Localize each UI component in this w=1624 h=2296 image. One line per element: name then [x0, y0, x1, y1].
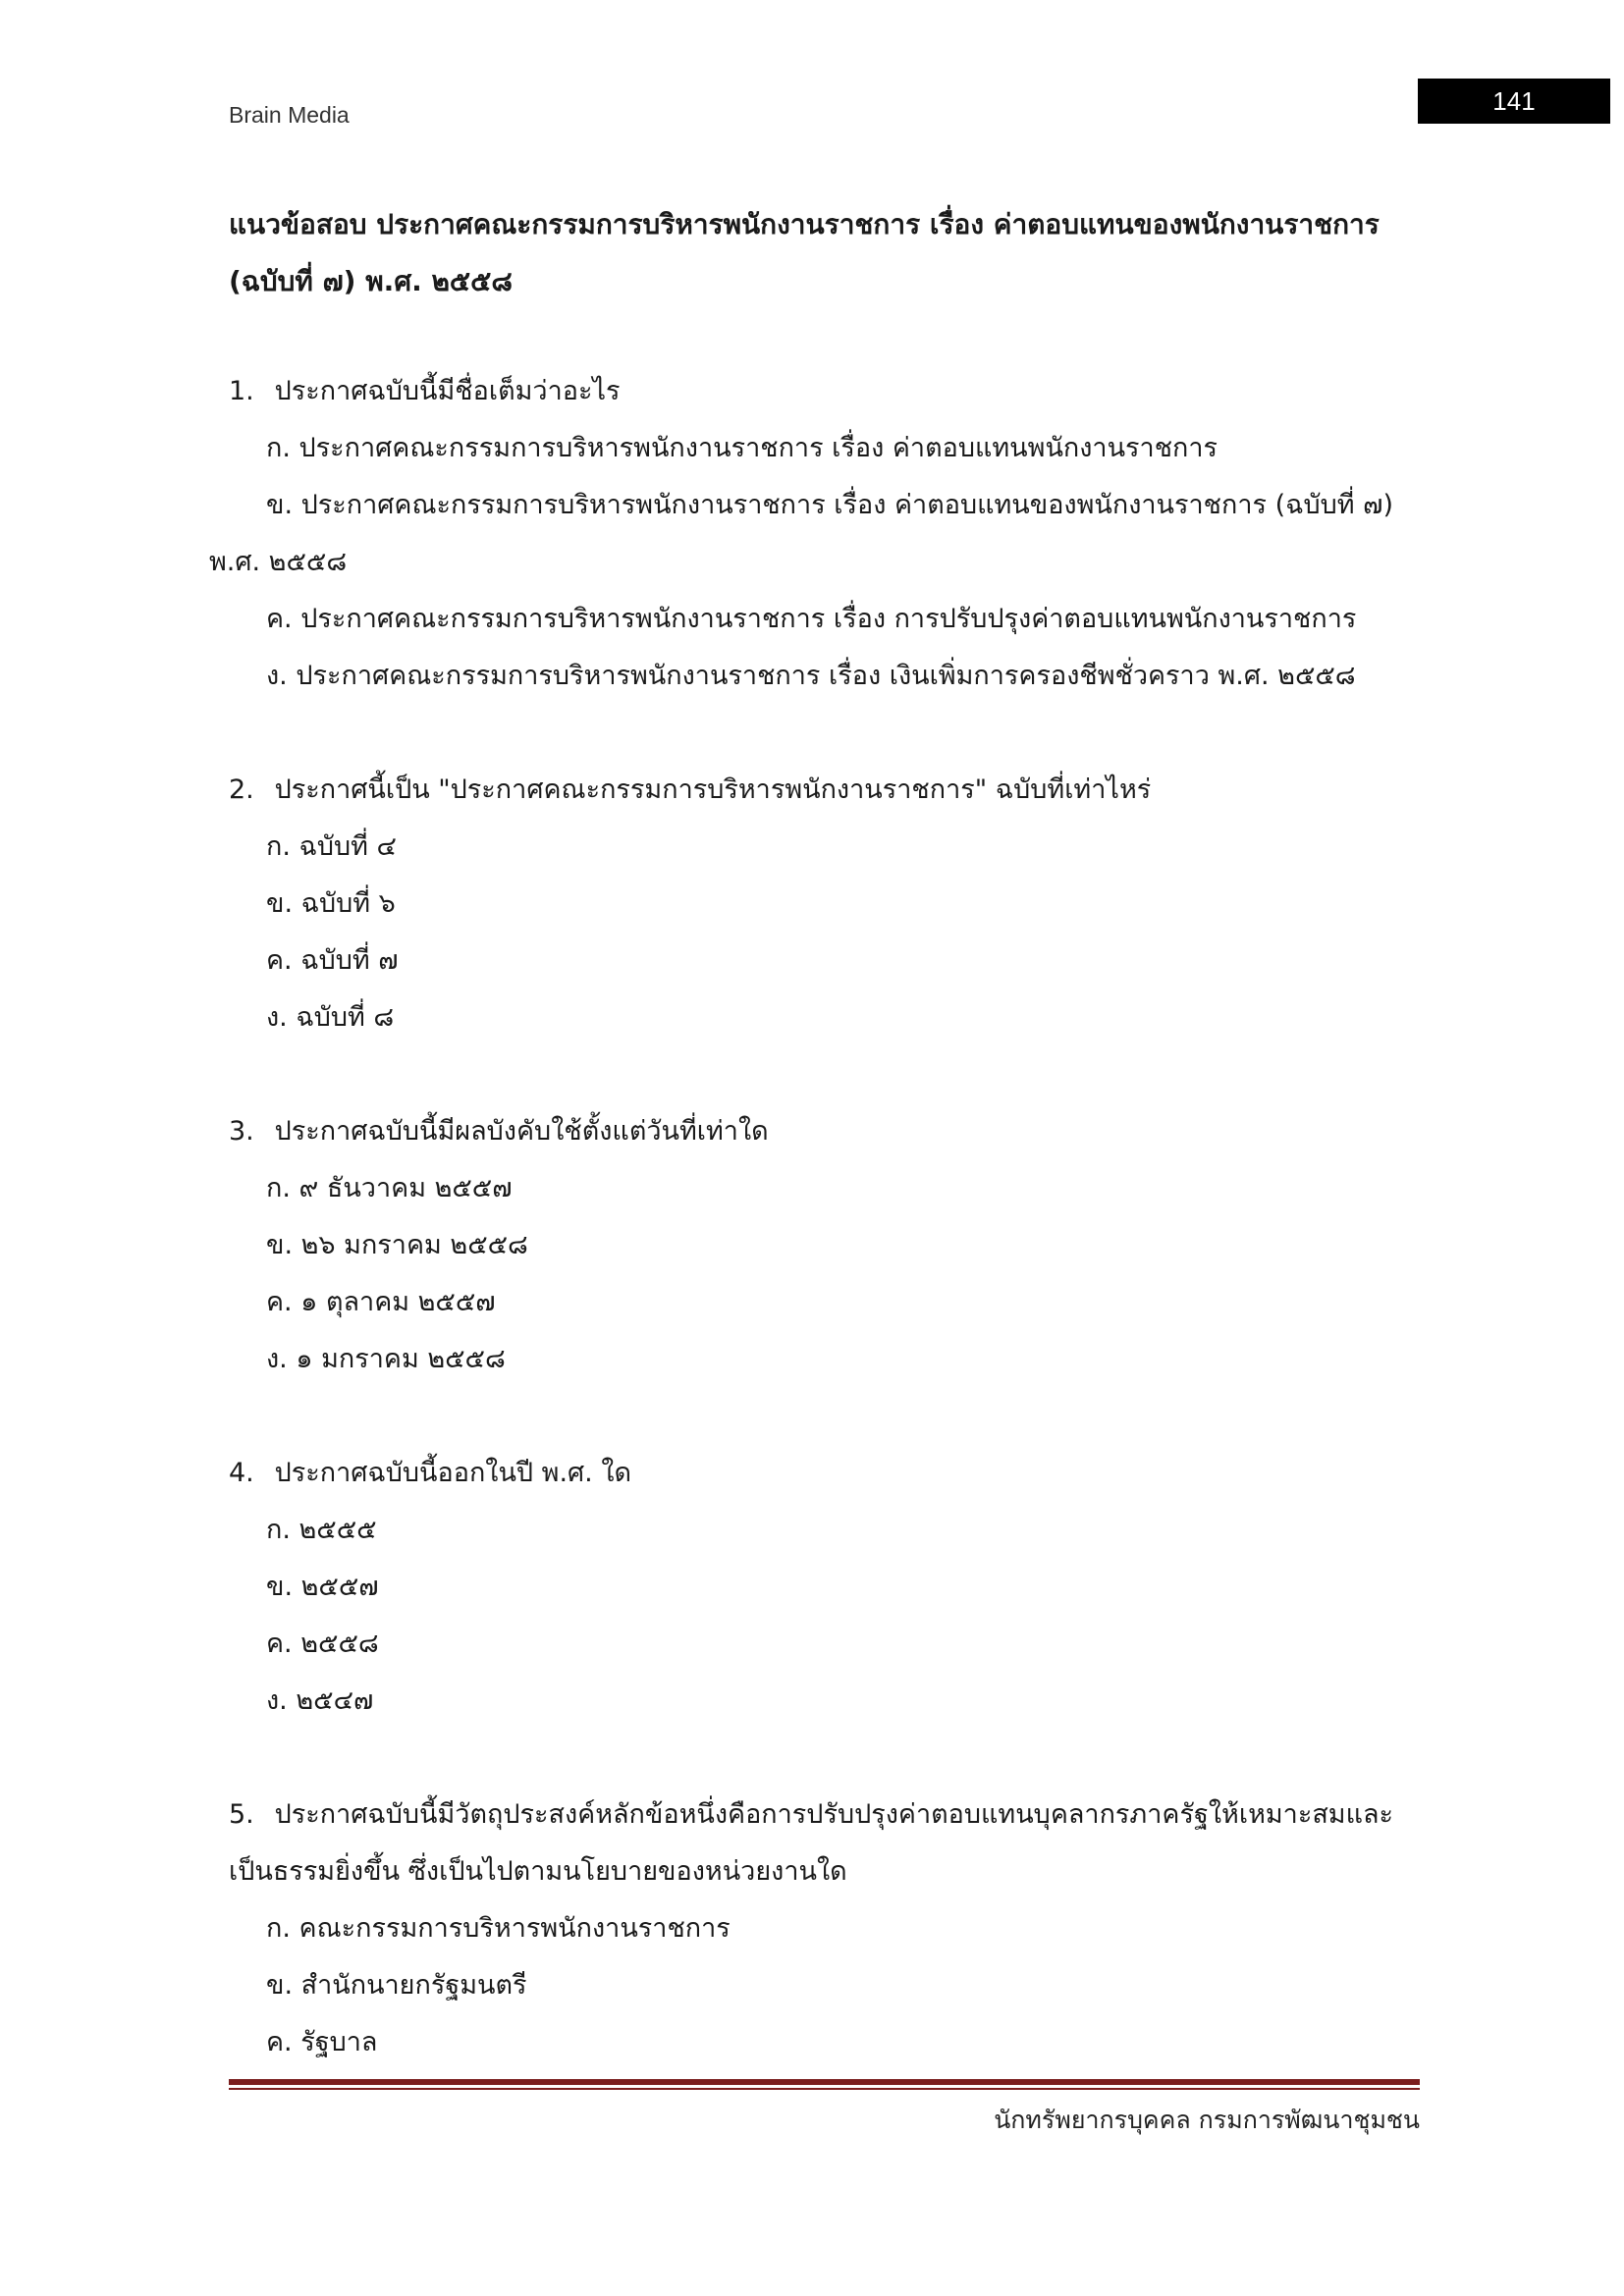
- question-number: 5.: [229, 1799, 254, 1830]
- choice-d: ง. ฉบับที่ ๘: [266, 1002, 395, 1033]
- choice-b: ข. ๒๕๕๗: [266, 1572, 379, 1602]
- question-text: ประกาศนี้เป็น "ประกาศคณะกรรมการบริหารพนักงานราชการ" ฉบับที่เท่าไหร่: [274, 774, 1152, 805]
- question-text-continuation: เป็นธรรมยิ่งขึ้น ซึ่งเป็นไปตามนโยบายของหน่วยงานใด: [229, 1856, 847, 1887]
- choice-a: ก. ๙ ธันวาคม ๒๕๕๗: [266, 1173, 513, 1203]
- choice-a: ก. ประกาศคณะกรรมการบริหารพนักงานราชการ เรื่อง ค่าตอบแทนพนักงานราชการ: [266, 433, 1218, 463]
- choice-b-continuation: พ.ศ. ๒๕๕๘: [209, 547, 348, 577]
- header-brand: Brain Media: [229, 102, 350, 128]
- question-5: [229, 1787, 1436, 2071]
- choice-d: ง. ประกาศคณะกรรมการบริหารพนักงานราชการ เรื่อง เงินเพิ่มการครองชีพชั่วคราว พ.ศ. ๒๕๕๘: [266, 661, 1356, 691]
- choice-c: ค. ประกาศคณะกรรมการบริหารพนักงานราชการ เรื่อง การปรับปรุงค่าตอบแทนพนักงานราชการ: [266, 604, 1357, 634]
- question-3: [229, 1103, 1436, 1388]
- choice-b: ข. ๒๖ มกราคม ๒๕๕๘: [266, 1230, 528, 1260]
- question-number: 4.: [229, 1458, 254, 1488]
- title-line-2: (ฉบับที่ ๗) พ.ศ. ๒๕๕๘: [229, 265, 513, 297]
- choice-b: ข. สำนักนายกรัฐมนตรี: [266, 1970, 527, 2001]
- question-text: ประกาศฉบับนี้มีชื่อเต็มว่าอะไร: [274, 376, 621, 406]
- question-list: [209, 363, 1436, 2128]
- question-text: ประกาศฉบับนี้มีวัตถุประสงค์หลักข้อหนึ่งคือการปรับปรุงค่าตอบแทนบุคลากรภาครัฐให้เหมาะสมและ: [274, 1799, 1394, 1830]
- choice-d: ง. ๒๕๔๗: [266, 1685, 374, 1716]
- question-number: 2.: [229, 774, 254, 805]
- document-title: [229, 196, 1436, 310]
- question-4: [229, 1445, 1436, 1730]
- choice-b: ข. ฉบับที่ ๖: [266, 888, 396, 919]
- choice-b: ข. ประกาศคณะกรรมการบริหารพนักงานราชการ เรื่อง ค่าตอบแทนของพนักงานราชการ (ฉบับที่ ๗): [266, 490, 1394, 520]
- question-text: ประกาศฉบับนี้ออกในปี พ.ศ. ใด: [274, 1458, 632, 1488]
- footer-text: นักทรัพยากรบุคคล กรมการพัฒนาชุมชน: [994, 2106, 1420, 2134]
- question-2: [229, 762, 1436, 1046]
- choice-c: ค. รัฐบาล: [266, 2027, 378, 2057]
- choice-a: ก. คณะกรรมการบริหารพนักงานราชการ: [266, 1913, 731, 1944]
- choice-c: ค. ฉบับที่ ๗: [266, 945, 399, 976]
- choice-c: ค. ๑ ตุลาคม ๒๕๕๗: [266, 1287, 496, 1317]
- choice-c: ค. ๒๕๕๘: [266, 1629, 379, 1659]
- question-number: 3.: [229, 1116, 254, 1147]
- page-number: 141: [1418, 79, 1610, 124]
- choice-a: ก. ฉบับที่ ๔: [266, 831, 397, 862]
- choice-a: ก. ๒๕๕๕: [266, 1515, 377, 1545]
- question-text: ประกาศฉบับนี้มีผลบังคับใช้ตั้งแต่วันที่เท่าใด: [274, 1116, 769, 1147]
- question-1: [209, 363, 1436, 705]
- choice-d: ง. ๑ มกราคม ๒๕๕๘: [266, 1344, 506, 1374]
- footer-divider: [229, 2079, 1420, 2090]
- question-number: 1.: [229, 376, 254, 406]
- title-line-1: แนวข้อสอบ ประกาศคณะกรรมการบริหารพนักงานราชการ เรื่อง ค่าตอบแทนของพนักงานราชการ: [229, 208, 1380, 240]
